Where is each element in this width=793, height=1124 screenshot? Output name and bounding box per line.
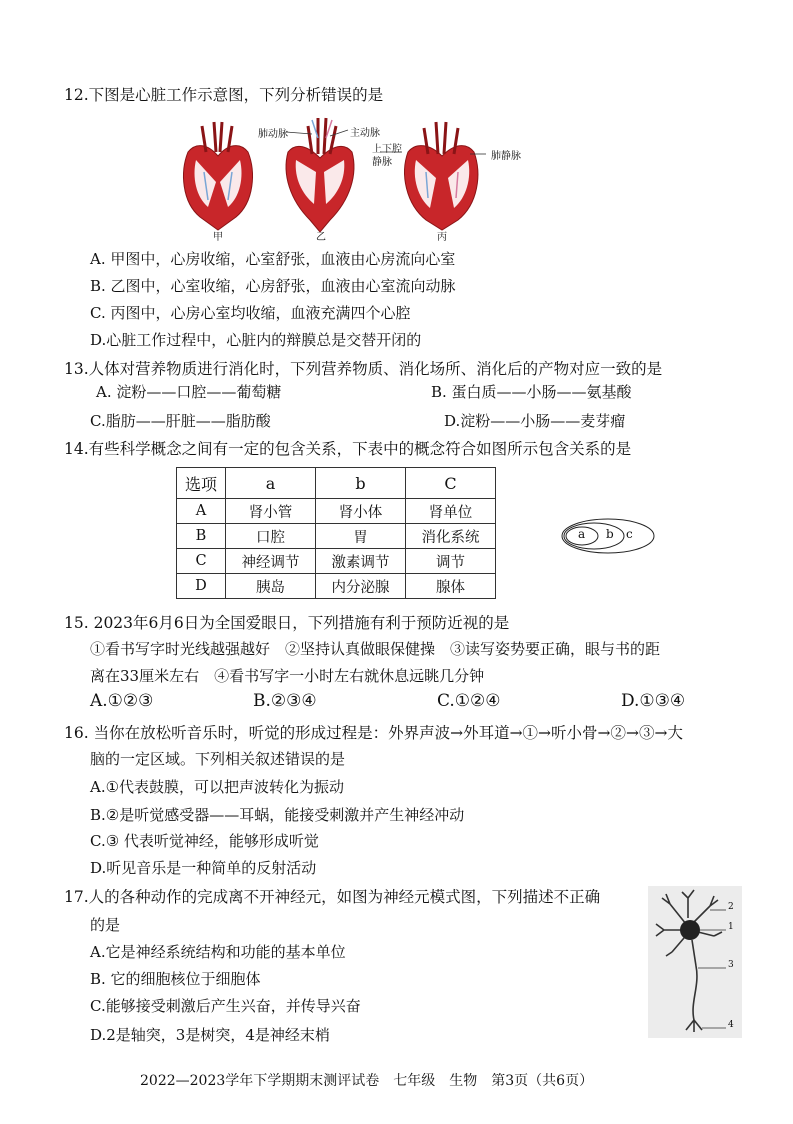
- q16-stem: 16. 当你在放松听音乐时，听觉的形成过程是：外界声波→外耳道→①→听小骨→②→③→大: [64, 724, 684, 742]
- label-vena-cava-2: 静脉: [372, 157, 392, 168]
- label-yi: 乙: [316, 232, 326, 243]
- table-cell: C: [177, 549, 226, 574]
- q17-option-b: B. 它的细胞核位于细胞体: [90, 970, 261, 988]
- q14-stem: 14.有些科学概念之间有一定的包含关系，下表中的概念符合如图所示包含关系的是: [64, 440, 632, 458]
- table-cell: 腺体: [406, 574, 496, 599]
- q13-option-a: A. 淀粉——口腔——葡萄糖: [96, 383, 282, 401]
- table-cell: 肾单位: [406, 499, 496, 524]
- table-row: [177, 524, 496, 549]
- label-pulmonary-artery: 肺动脉: [258, 129, 288, 140]
- table-header-row: [177, 468, 496, 499]
- heart-jia-figure: [184, 122, 253, 230]
- label-bing: 丙: [437, 232, 447, 243]
- heart-yi-figure: [286, 118, 354, 232]
- table-cell: 胰岛: [226, 574, 316, 599]
- table-cell: 调节: [406, 549, 496, 574]
- q12-stem: 12.下图是心脏工作示意图，下列分析错误的是: [64, 86, 384, 104]
- q12-option-a: A. 甲图中，心房收缩，心室舒张，血液由心房流向心室: [90, 250, 456, 268]
- diagram-label-b: b: [606, 527, 614, 541]
- q13-option-c: C.脂肪——肝脏——脂肪酸: [90, 412, 271, 430]
- q16-option-b: B.②是听觉感受器——耳蜗，能接受刺激并产生神经冲动: [90, 806, 465, 824]
- q15-statements-line1: ①看书写字时光线越强越好 ②坚持认真做眼保健操 ③读写姿势要正确，眼与书的距: [90, 640, 661, 658]
- label-pulmonary-vein: 肺静脉: [491, 151, 521, 162]
- heart-bing-figure: [405, 122, 478, 230]
- q15-stem: 15. 2023年6月6日为全国爱眼日，下列措施有利于预防近视的是: [64, 614, 510, 632]
- table-row: [177, 499, 496, 524]
- q17-option-c: C.能够接受刺激后产生兴奋，并传导兴奋: [90, 997, 361, 1015]
- q12-option-d: D.心脏工作过程中，心脏内的辩膜总是交替开闭的: [90, 331, 422, 349]
- q13-option-d: D.淀粉——小肠——麦芽瘤: [444, 412, 626, 430]
- label-vena-cava-1: 上下腔: [372, 144, 402, 155]
- q15-option-c: C.①②④: [437, 691, 501, 711]
- table-cell: D: [177, 574, 226, 599]
- neuron-label-1: 1: [728, 922, 734, 932]
- q17-stem: 17.人的各种动作的完成离不开神经元，如图为神经元模式图，下列描述不正确: [64, 888, 601, 906]
- table-cell: 口腔: [226, 524, 316, 549]
- q16-option-a: A.①代表鼓膜，可以把声波转化为振动: [90, 778, 345, 796]
- table-cell: 激素调节: [316, 549, 406, 574]
- table-cell: 胃: [316, 524, 406, 549]
- diagram-label-c: c: [626, 527, 633, 541]
- table-cell: 神经调节: [226, 549, 316, 574]
- q17-stem-cont: 的是: [90, 916, 121, 934]
- q16-stem-cont: 脑的一定区域。下列相关叙述错误的是: [90, 750, 346, 768]
- q15-option-a: A.①②③: [90, 691, 154, 711]
- neuron-label-3: 3: [728, 960, 734, 970]
- table-header: a: [226, 468, 316, 499]
- table-cell: 肾小体: [316, 499, 406, 524]
- table-cell: B: [177, 524, 226, 549]
- table-cell: 内分泌腺: [316, 574, 406, 599]
- neuron-label-2: 2: [728, 902, 734, 912]
- table-cell: 消化系统: [406, 524, 496, 549]
- table-header: 选项: [177, 468, 226, 499]
- table-row: [177, 574, 496, 599]
- q12-option-b: B. 乙图中，心室收缩，心房舒张，血液由心室流向动脉: [90, 277, 456, 295]
- q15-option-b: B.②③④: [253, 691, 317, 711]
- diagram-label-a: a: [578, 527, 586, 541]
- q12-option-c: C. 丙图中，心房心室均收缩，血液充满四个心腔: [90, 304, 411, 322]
- neuron-label-4: 4: [728, 1020, 734, 1030]
- q17-option-d: D.2是轴突，3是树突，4是神经末梢: [90, 1026, 330, 1044]
- q17-option-a: A.它是神经系统结构和功能的基本单位: [90, 943, 346, 961]
- table-header: b: [316, 468, 406, 499]
- table-header: C: [406, 468, 496, 499]
- table-cell: 肾小管: [226, 499, 316, 524]
- table-row: [177, 549, 496, 574]
- table-cell: A: [177, 499, 226, 524]
- page-footer: 2022—2023学年下学期期末测评试卷 七年级 生物 第3页（共6页）: [140, 1073, 594, 1089]
- q15-statements-line2: 离在33厘米左右 ④看书写字一小时左右就休息远眺几分钟: [90, 667, 485, 685]
- q16-option-d: D.听见音乐是一种简单的反射活动: [90, 859, 317, 877]
- q13-stem: 13.人体对营养物质进行消化时，下列营养物质、消化场所、消化后的产物对应一致的是: [64, 360, 663, 378]
- label-aorta: 主动脉: [350, 128, 380, 139]
- q14-table: [176, 467, 496, 599]
- q15-option-d: D.①③④: [621, 691, 686, 711]
- q13-option-b: B. 蛋白质——小肠——氨基酸: [431, 383, 632, 401]
- q16-option-c: C.③ 代表听觉神经，能够形成听觉: [90, 832, 319, 850]
- label-jia: 甲: [213, 232, 223, 243]
